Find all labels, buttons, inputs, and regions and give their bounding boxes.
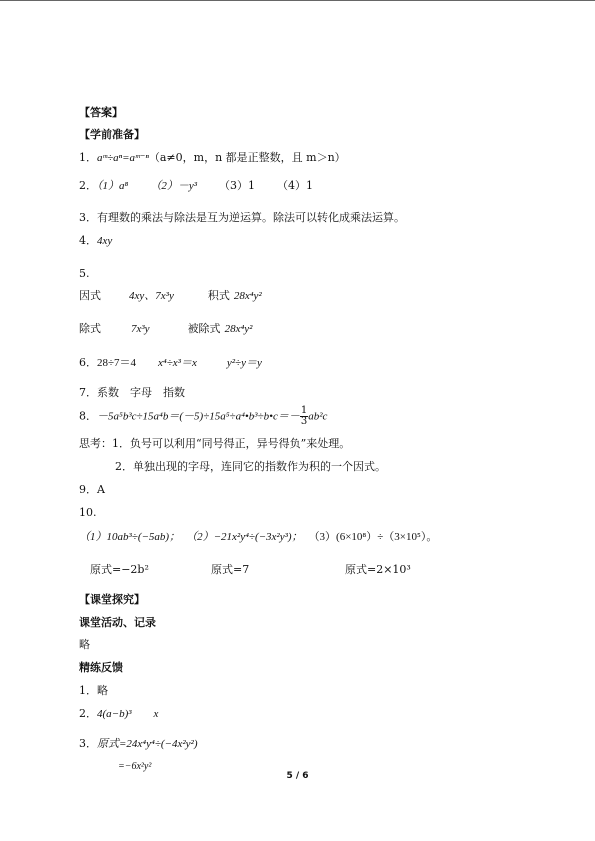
f3-line1: 原式=24x⁴y⁴÷(−4x²y²) [97,738,198,750]
q9-num: 9． [79,483,97,496]
q6-e2: x⁴÷x³＝x [158,357,197,369]
q5-row1 [79,289,262,303]
q7-line [79,386,185,400]
q1-line [79,151,346,165]
q1-num: 1． [79,151,97,164]
q8-fraction [300,406,308,427]
q10-p1: （1）10ab³÷(−5ab)； [79,531,181,543]
think-text1: 1．负号可以利用“同号得正，异号得负”来处理。 [112,437,351,450]
q5-row2-label: 除式 [79,322,101,335]
q6-e1: 28÷7＝4 [97,357,137,369]
q1-cond: （a≠0，m，n 都是正整数，且 m＞n） [148,151,346,164]
think-text2: 2．单独出现的字母，连同它的指数作为积的一个因式。 [115,460,386,473]
q10-p3: （3）(6×10⁸）÷（3×10⁵）。 [308,531,438,543]
q1-expr: aᵐ÷aⁿ=aᵐ⁻ⁿ [97,152,149,164]
q8-tail: ab²c [308,410,328,423]
q8-frac-den: 3 [300,416,308,427]
answer-heading: 【答案】 [79,106,123,119]
q4-text: 4xy [97,235,113,247]
q8-num: 8． [79,409,97,423]
q6-num: 6． [79,356,97,369]
q9-line [79,483,105,497]
q5-row1-label: 因式 [79,289,101,302]
q8-frac-num: 1 [300,405,308,416]
feedback-3 [79,737,197,751]
q10-p2: （2）−21x²y⁴÷(−3x²y³)； [186,531,303,543]
q5-row2-value: 7x³y [131,323,150,335]
q10-result1: 原式=−2b² [90,563,149,576]
q8-line [79,406,327,427]
q8-expr: －5a⁵b³c÷15a⁴b＝(－5)÷15a⁵÷a⁴•b³÷b•c＝－ [97,410,300,423]
f2-num: 2． [79,707,97,720]
q5-row1-value2: 28x⁴y² [233,290,262,302]
activity-answer: 略 [79,638,90,651]
page-top-rule [0,0,595,1]
q10-result2: 原式=7 [211,563,250,576]
f2-e2: x [153,708,159,720]
feedback-1: 1．略 [79,684,108,697]
q7-num: 7． [79,386,97,399]
q2-p2: （2）－y³ [150,180,198,192]
q4-line [79,234,112,248]
prep-heading: 【学前准备】 [79,128,145,141]
q3-line [79,211,405,225]
q2-line [79,179,313,193]
q4-num: 4． [79,234,97,247]
q5-row1-label2: 积式 [207,289,230,302]
q10-num: 10. [79,506,97,519]
q2-num: 2． [79,179,97,192]
q10-result3: 原式=2×10³ [345,563,411,576]
q3-num: 3． [79,211,97,224]
q6-e3: y²÷y＝y [226,357,262,369]
q9-text: A [97,483,105,496]
f2-e1: 4(a−b)³ [97,708,132,720]
page-number: 5 / 6 [286,771,309,781]
q2-p3: （3）1 [219,179,256,192]
feedback-heading: 精练反馈 [79,661,123,674]
q5-row2-value2: 28x⁴y² [224,323,253,335]
q5-num: 5. [79,267,90,280]
f3-num: 3． [79,737,97,750]
q3-text: 有理数的乘法与除法是互为逆运算。除法可以转化成乘法运算。 [97,211,405,224]
q5-row1-value: 4xy、7x³y [129,290,174,302]
f3-line2: =−6x²y² [118,761,152,772]
think-line1 [79,437,350,451]
q6-line [79,356,262,370]
q2-p4: （4）1 [277,179,314,192]
explore-heading: 【课堂探究】 [79,593,145,606]
feedback-2 [79,707,158,721]
q5-row2-label2: 被除式 [187,322,221,335]
think-label: 思考： [79,437,112,450]
q2-p1: （1）a⁸ [97,180,129,192]
activity-heading: 课堂活动、记录 [79,616,156,629]
q5-row2 [79,322,252,336]
q10-problems [79,530,437,544]
q7-text: 系数 字母 指数 [97,386,185,399]
